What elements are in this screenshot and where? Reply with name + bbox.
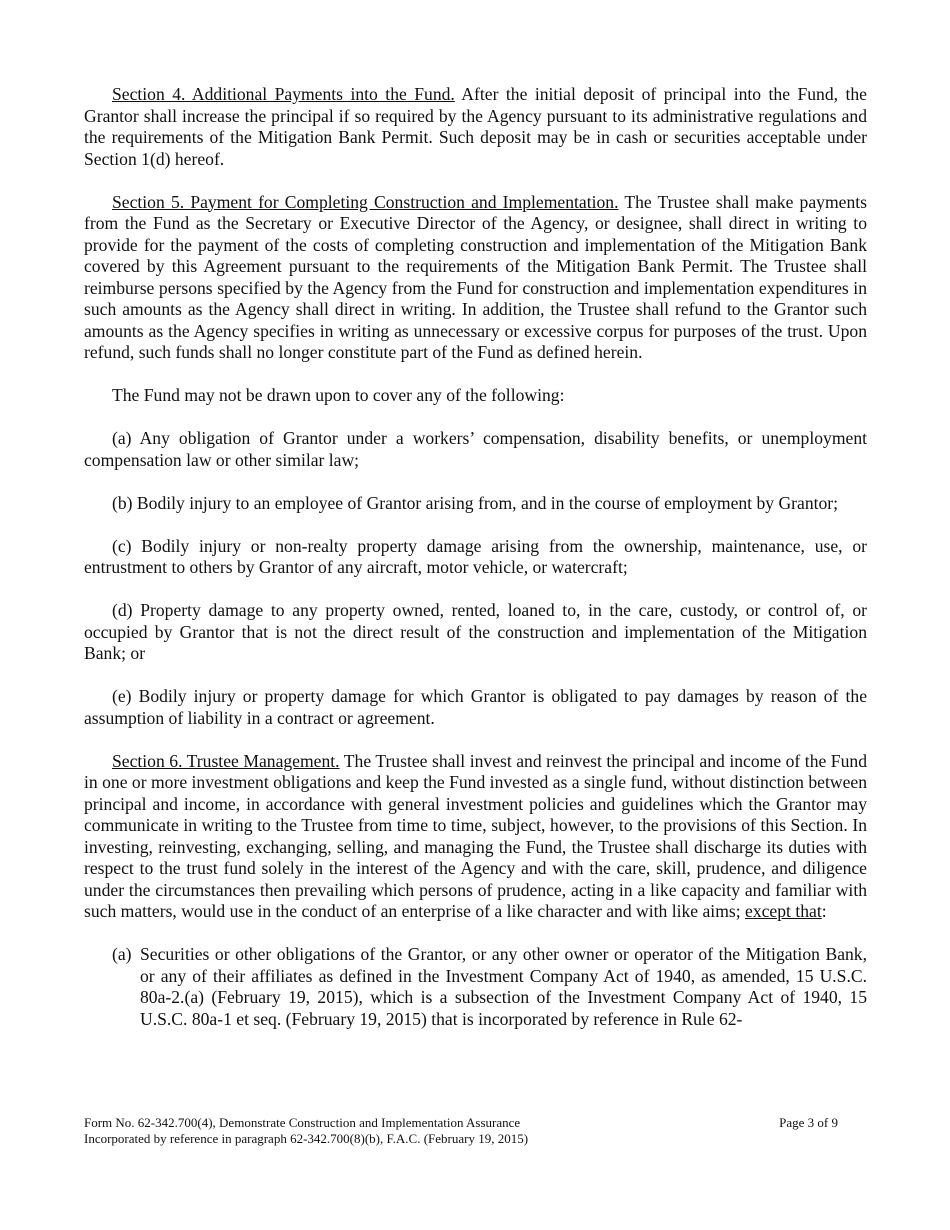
footer-form-line: Form No. 62-342.700(4), Demonstrate Construction and Implementation Assurance (84, 1115, 521, 1130)
except-that-phrase: except that (745, 901, 822, 921)
section-4-text: After the initial deposit of principal into the Fund, the Grantor shall increase the principal if so required by the Agency pursuant to its administrative regulations and the requirements of the Mitigation Bank Permit. Such deposit may be in cash or securities acceptable under Section 1(d) hereof. (84, 84, 867, 169)
exclusion-item-a: (a) Any obligation of Grantor under a workers’ compensation, disability benefits, or unemployment compensation law or other similar law; (84, 428, 867, 470)
exclusion-item-b: (b) Bodily injury to an employee of Grantor arising from, and in the course of employment by Grantor; (112, 492, 839, 513)
section-6-item-a-text: Securities or other obligations of the Grantor, or any other owner or operator of the Mitigation Bank, or any of their affiliates as defined in the Investment Company Act of 1940, as amended, 15 U.S.C. 80a-2.(a) (February 19, 2015), which is a subsection of the Investment Company Act of 1940, 15 U.S.C. 80a-1 et seq. (February 19, 2015) that is incorporated by reference in Rule 62- (140, 944, 867, 1029)
section-4-paragraph (84, 84, 867, 170)
section-6-text: The Trustee shall invest and reinvest the principal and income of the Fund in one or more investment obligations and keep the Fund invested as a single fund, without distinction between principal and income, in accordance with general investment policies and guidelines which the Grantor may communicate in writing to the Trustee from time to time, subject, however, to the provisions of this Section. In investing, reinvesting, exchanging, selling, and managing the Fund, the Trustee shall discharge its duties with respect to the trust fund solely in the interest of the Agency and with the care, skill, prudence, and diligence under the circumstances then prevailing which persons of prudence, acting in a like capacity and familiar with such matters, would use in the conduct of an enterprise of a like character and with like aims; (84, 750, 867, 921)
exclusions-intro: The Fund may not be drawn upon to cover any of the following: (112, 385, 565, 405)
page-footer (84, 1115, 844, 1147)
section-6-item-a-marker: (a) (112, 944, 132, 964)
page-body (84, 84, 867, 1052)
section-6-colon: : (821, 901, 827, 921)
section-6-paragraph (84, 751, 867, 923)
section-6-heading: Section 6. Trustee Management. (112, 750, 340, 771)
page-number: Page 3 of 9 (779, 1115, 838, 1130)
footer-incorporated-line: Incorporated by reference in paragraph 62-342.700(8)(b), F.A.C. (February 19, 2015) (84, 1131, 529, 1146)
section-4-heading: Section 4. Additional Payments into the Fund. (112, 84, 455, 104)
section-5-heading: Section 5. Payment for Completing Construction and Implementation. (112, 191, 619, 212)
exclusion-item-d: (d) Property damage to any property owned, rented, loaned to, in the care, custody, or control of, or occupied by Grantor that is not the direct result of the construction and implementation of the Mitigation Bank; or (84, 600, 867, 663)
section-5-text: The Trustee shall make payments from the Fund as the Secretary or Executive Director of the Agency, or designee, shall direct in writing to provide for the payment of the costs of completing construction and implementation of the Mitigation Bank covered by this Agreement pursuant to the requirements of the Mitigation Bank Permit. The Trustee shall reimburse persons specified by the Agency from the Fund for construction and implementation expenditures in such amounts as the Agency shall direct in writing. In addition, the Trustee shall refund to the Grantor such amounts as the Agency specifies in writing as unnecessary or excessive corpus for purposes of the trust. Upon refund, such funds shall no longer constitute part of the Fund as defined herein. (84, 191, 867, 362)
exclusion-item-e: (e) Bodily injury or property damage for which Grantor is obligated to pay damages by reason of the assumption of liability in a contract or agreement. (84, 686, 867, 728)
section-5-paragraph (84, 192, 867, 364)
section-6-item-a (112, 944, 867, 1030)
exclusion-item-c: (c) Bodily injury or non-realty property damage arising from the ownership, maintenance, use, or entrustment to others by Grantor of any aircraft, motor vehicle, or watercraft; (84, 535, 867, 577)
